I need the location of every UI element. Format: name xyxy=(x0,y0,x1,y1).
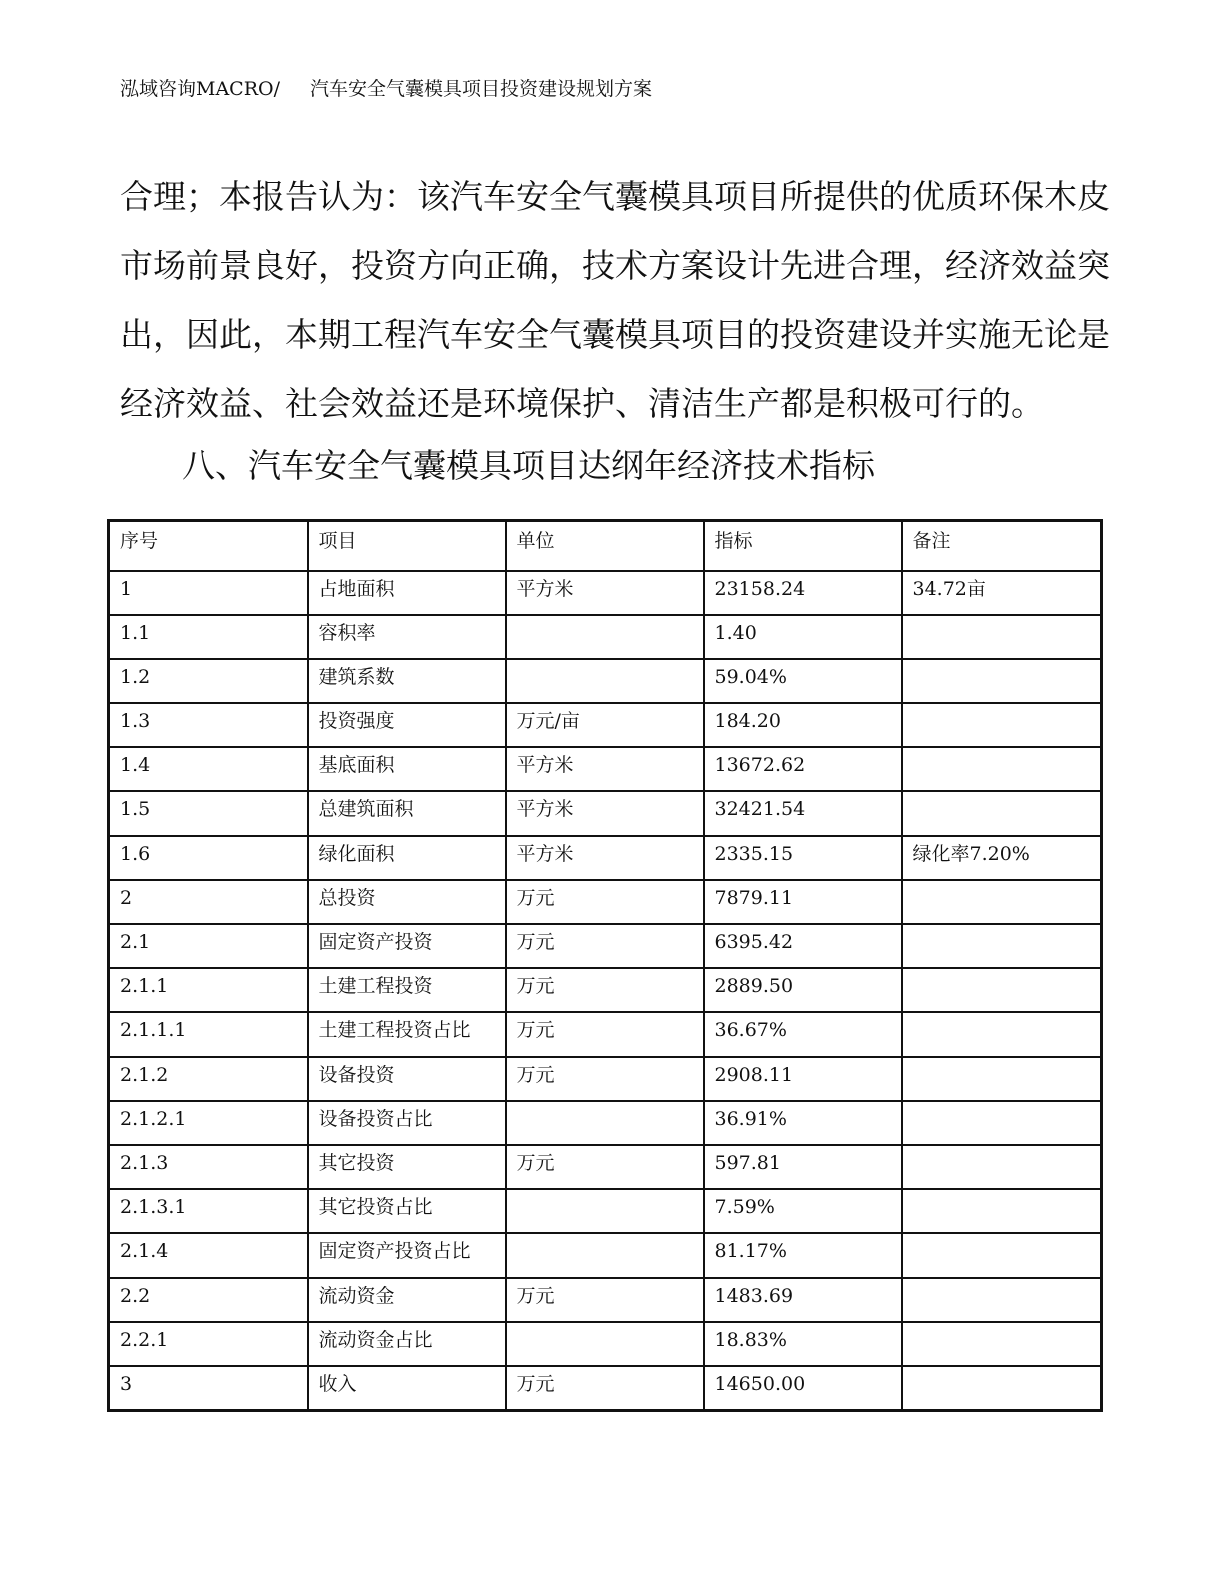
value-cell: 1483.69 xyxy=(704,1278,902,1322)
row-number-cell: 1.5 xyxy=(109,791,308,835)
unit-cell: 万元 xyxy=(506,924,704,968)
unit-cell: 平方米 xyxy=(506,791,704,835)
remark-cell xyxy=(902,747,1102,791)
row-number-cell: 2.2 xyxy=(109,1278,308,1322)
value-cell: 2335.15 xyxy=(704,836,902,880)
value-cell: 59.04% xyxy=(704,659,902,703)
remark-cell xyxy=(902,1278,1102,1322)
value-cell: 36.67% xyxy=(704,1012,902,1056)
item-name-cell: 固定资产投资 xyxy=(308,924,506,968)
row-number-cell: 2.2.1 xyxy=(109,1322,308,1366)
paragraph-line: 合理；本报告认为：该汽车安全气囊模具项目所提供的优质环保木皮 xyxy=(120,177,1110,216)
row-number-cell: 2.1.4 xyxy=(109,1233,308,1277)
row-number-cell: 2 xyxy=(109,880,308,924)
unit-cell xyxy=(506,1101,704,1145)
remark-cell xyxy=(902,1057,1102,1101)
remark-cell xyxy=(902,1366,1102,1410)
unit-cell: 平方米 xyxy=(506,747,704,791)
remark-cell xyxy=(902,924,1102,968)
economic-indicators-table xyxy=(107,519,1103,1412)
unit-cell: 万元 xyxy=(506,1366,704,1410)
header-cell: 单位 xyxy=(506,521,704,571)
unit-cell xyxy=(506,1189,704,1233)
table-row xyxy=(109,924,1102,968)
value-cell: 18.83% xyxy=(704,1322,902,1366)
remark-cell xyxy=(902,880,1102,924)
page-header xyxy=(120,74,652,101)
value-cell: 6395.42 xyxy=(704,924,902,968)
row-number-cell: 2.1.3 xyxy=(109,1145,308,1189)
item-name-cell: 其它投资占比 xyxy=(308,1189,506,1233)
item-name-cell: 绿化面积 xyxy=(308,836,506,880)
table-header-row xyxy=(109,521,1102,571)
row-number-cell: 1.4 xyxy=(109,747,308,791)
value-cell: 2908.11 xyxy=(704,1057,902,1101)
row-number-cell: 1.1 xyxy=(109,615,308,659)
item-name-cell: 流动资金占比 xyxy=(308,1322,506,1366)
row-number-cell: 2.1.2 xyxy=(109,1057,308,1101)
table-row xyxy=(109,1366,1102,1410)
header-cell: 项目 xyxy=(308,521,506,571)
value-cell: 7879.11 xyxy=(704,880,902,924)
unit-cell: 万元 xyxy=(506,968,704,1012)
table-row xyxy=(109,571,1102,615)
value-cell: 13672.62 xyxy=(704,747,902,791)
table-row xyxy=(109,1145,1102,1189)
table-row xyxy=(109,703,1102,747)
header-company: 泓域咨询MACRO/ xyxy=(120,78,280,100)
remark-cell xyxy=(902,1189,1102,1233)
remark-cell xyxy=(902,791,1102,835)
remark-cell xyxy=(902,615,1102,659)
unit-cell: 万元/亩 xyxy=(506,703,704,747)
remark-cell xyxy=(902,703,1102,747)
remark-cell xyxy=(902,1012,1102,1056)
paragraph-line: 出，因此，本期工程汽车安全气囊模具项目的投资建设并实施无论是 xyxy=(120,315,1110,354)
item-name-cell: 建筑系数 xyxy=(308,659,506,703)
table-row xyxy=(109,880,1102,924)
value-cell: 1.40 xyxy=(704,615,902,659)
item-name-cell: 基底面积 xyxy=(308,747,506,791)
remark-cell xyxy=(902,1145,1102,1189)
row-number-cell: 1.2 xyxy=(109,659,308,703)
unit-cell: 万元 xyxy=(506,1012,704,1056)
table-row xyxy=(109,968,1102,1012)
value-cell: 2889.50 xyxy=(704,968,902,1012)
value-cell: 14650.00 xyxy=(704,1366,902,1410)
row-number-cell: 1.3 xyxy=(109,703,308,747)
item-name-cell: 总建筑面积 xyxy=(308,791,506,835)
table-row xyxy=(109,791,1102,835)
item-name-cell: 土建工程投资占比 xyxy=(308,1012,506,1056)
item-name-cell: 占地面积 xyxy=(308,571,506,615)
row-number-cell: 1 xyxy=(109,571,308,615)
unit-cell xyxy=(506,659,704,703)
value-cell: 597.81 xyxy=(704,1145,902,1189)
table-row xyxy=(109,1322,1102,1366)
unit-cell: 万元 xyxy=(506,1057,704,1101)
remark-cell xyxy=(902,1233,1102,1277)
table-row xyxy=(109,836,1102,880)
row-number-cell: 3 xyxy=(109,1366,308,1410)
value-cell: 81.17% xyxy=(704,1233,902,1277)
header-cell: 指标 xyxy=(704,521,902,571)
unit-cell: 平方米 xyxy=(506,571,704,615)
unit-cell: 万元 xyxy=(506,1145,704,1189)
item-name-cell: 设备投资 xyxy=(308,1057,506,1101)
row-number-cell: 2.1.2.1 xyxy=(109,1101,308,1145)
item-name-cell: 固定资产投资占比 xyxy=(308,1233,506,1277)
unit-cell: 万元 xyxy=(506,1278,704,1322)
item-name-cell: 土建工程投资 xyxy=(308,968,506,1012)
body-paragraph xyxy=(120,162,1110,438)
remark-cell xyxy=(902,659,1102,703)
table-row xyxy=(109,1189,1102,1233)
value-cell: 23158.24 xyxy=(704,571,902,615)
table-row xyxy=(109,1233,1102,1277)
table-row xyxy=(109,747,1102,791)
table-row xyxy=(109,1057,1102,1101)
table-row xyxy=(109,615,1102,659)
remark-cell: 绿化率7.20% xyxy=(902,836,1102,880)
row-number-cell: 2.1.3.1 xyxy=(109,1189,308,1233)
value-cell: 184.20 xyxy=(704,703,902,747)
remark-cell xyxy=(902,968,1102,1012)
item-name-cell: 设备投资占比 xyxy=(308,1101,506,1145)
item-name-cell: 流动资金 xyxy=(308,1278,506,1322)
unit-cell: 平方米 xyxy=(506,836,704,880)
table-row xyxy=(109,1012,1102,1056)
table-row xyxy=(109,659,1102,703)
paragraph-line: 市场前景良好，投资方向正确，技术方案设计先进合理，经济效益突 xyxy=(120,246,1110,285)
table-row xyxy=(109,1101,1102,1145)
remark-cell: 34.72亩 xyxy=(902,571,1102,615)
item-name-cell: 投资强度 xyxy=(308,703,506,747)
value-cell: 7.59% xyxy=(704,1189,902,1233)
item-name-cell: 总投资 xyxy=(308,880,506,924)
value-cell: 32421.54 xyxy=(704,791,902,835)
item-name-cell: 其它投资 xyxy=(308,1145,506,1189)
remark-cell xyxy=(902,1322,1102,1366)
row-number-cell: 2.1 xyxy=(109,924,308,968)
header-cell: 备注 xyxy=(902,521,1102,571)
paragraph-line: 经济效益、社会效益还是环境保护、清洁生产都是积极可行的。 xyxy=(120,384,1044,423)
row-number-cell: 2.1.1.1 xyxy=(109,1012,308,1056)
unit-cell xyxy=(506,1322,704,1366)
row-number-cell: 1.6 xyxy=(109,836,308,880)
row-number-cell: 2.1.1 xyxy=(109,968,308,1012)
section-heading: 八、汽车安全气囊模具项目达纲年经济技术指标 xyxy=(182,446,875,485)
value-cell: 36.91% xyxy=(704,1101,902,1145)
item-name-cell: 收入 xyxy=(308,1366,506,1410)
table-row xyxy=(109,1278,1102,1322)
remark-cell xyxy=(902,1101,1102,1145)
header-document-title: 汽车安全气囊模具项目投资建设规划方案 xyxy=(310,78,653,100)
header-cell: 序号 xyxy=(109,521,308,571)
item-name-cell: 容积率 xyxy=(308,615,506,659)
unit-cell: 万元 xyxy=(506,880,704,924)
unit-cell xyxy=(506,1233,704,1277)
unit-cell xyxy=(506,615,704,659)
